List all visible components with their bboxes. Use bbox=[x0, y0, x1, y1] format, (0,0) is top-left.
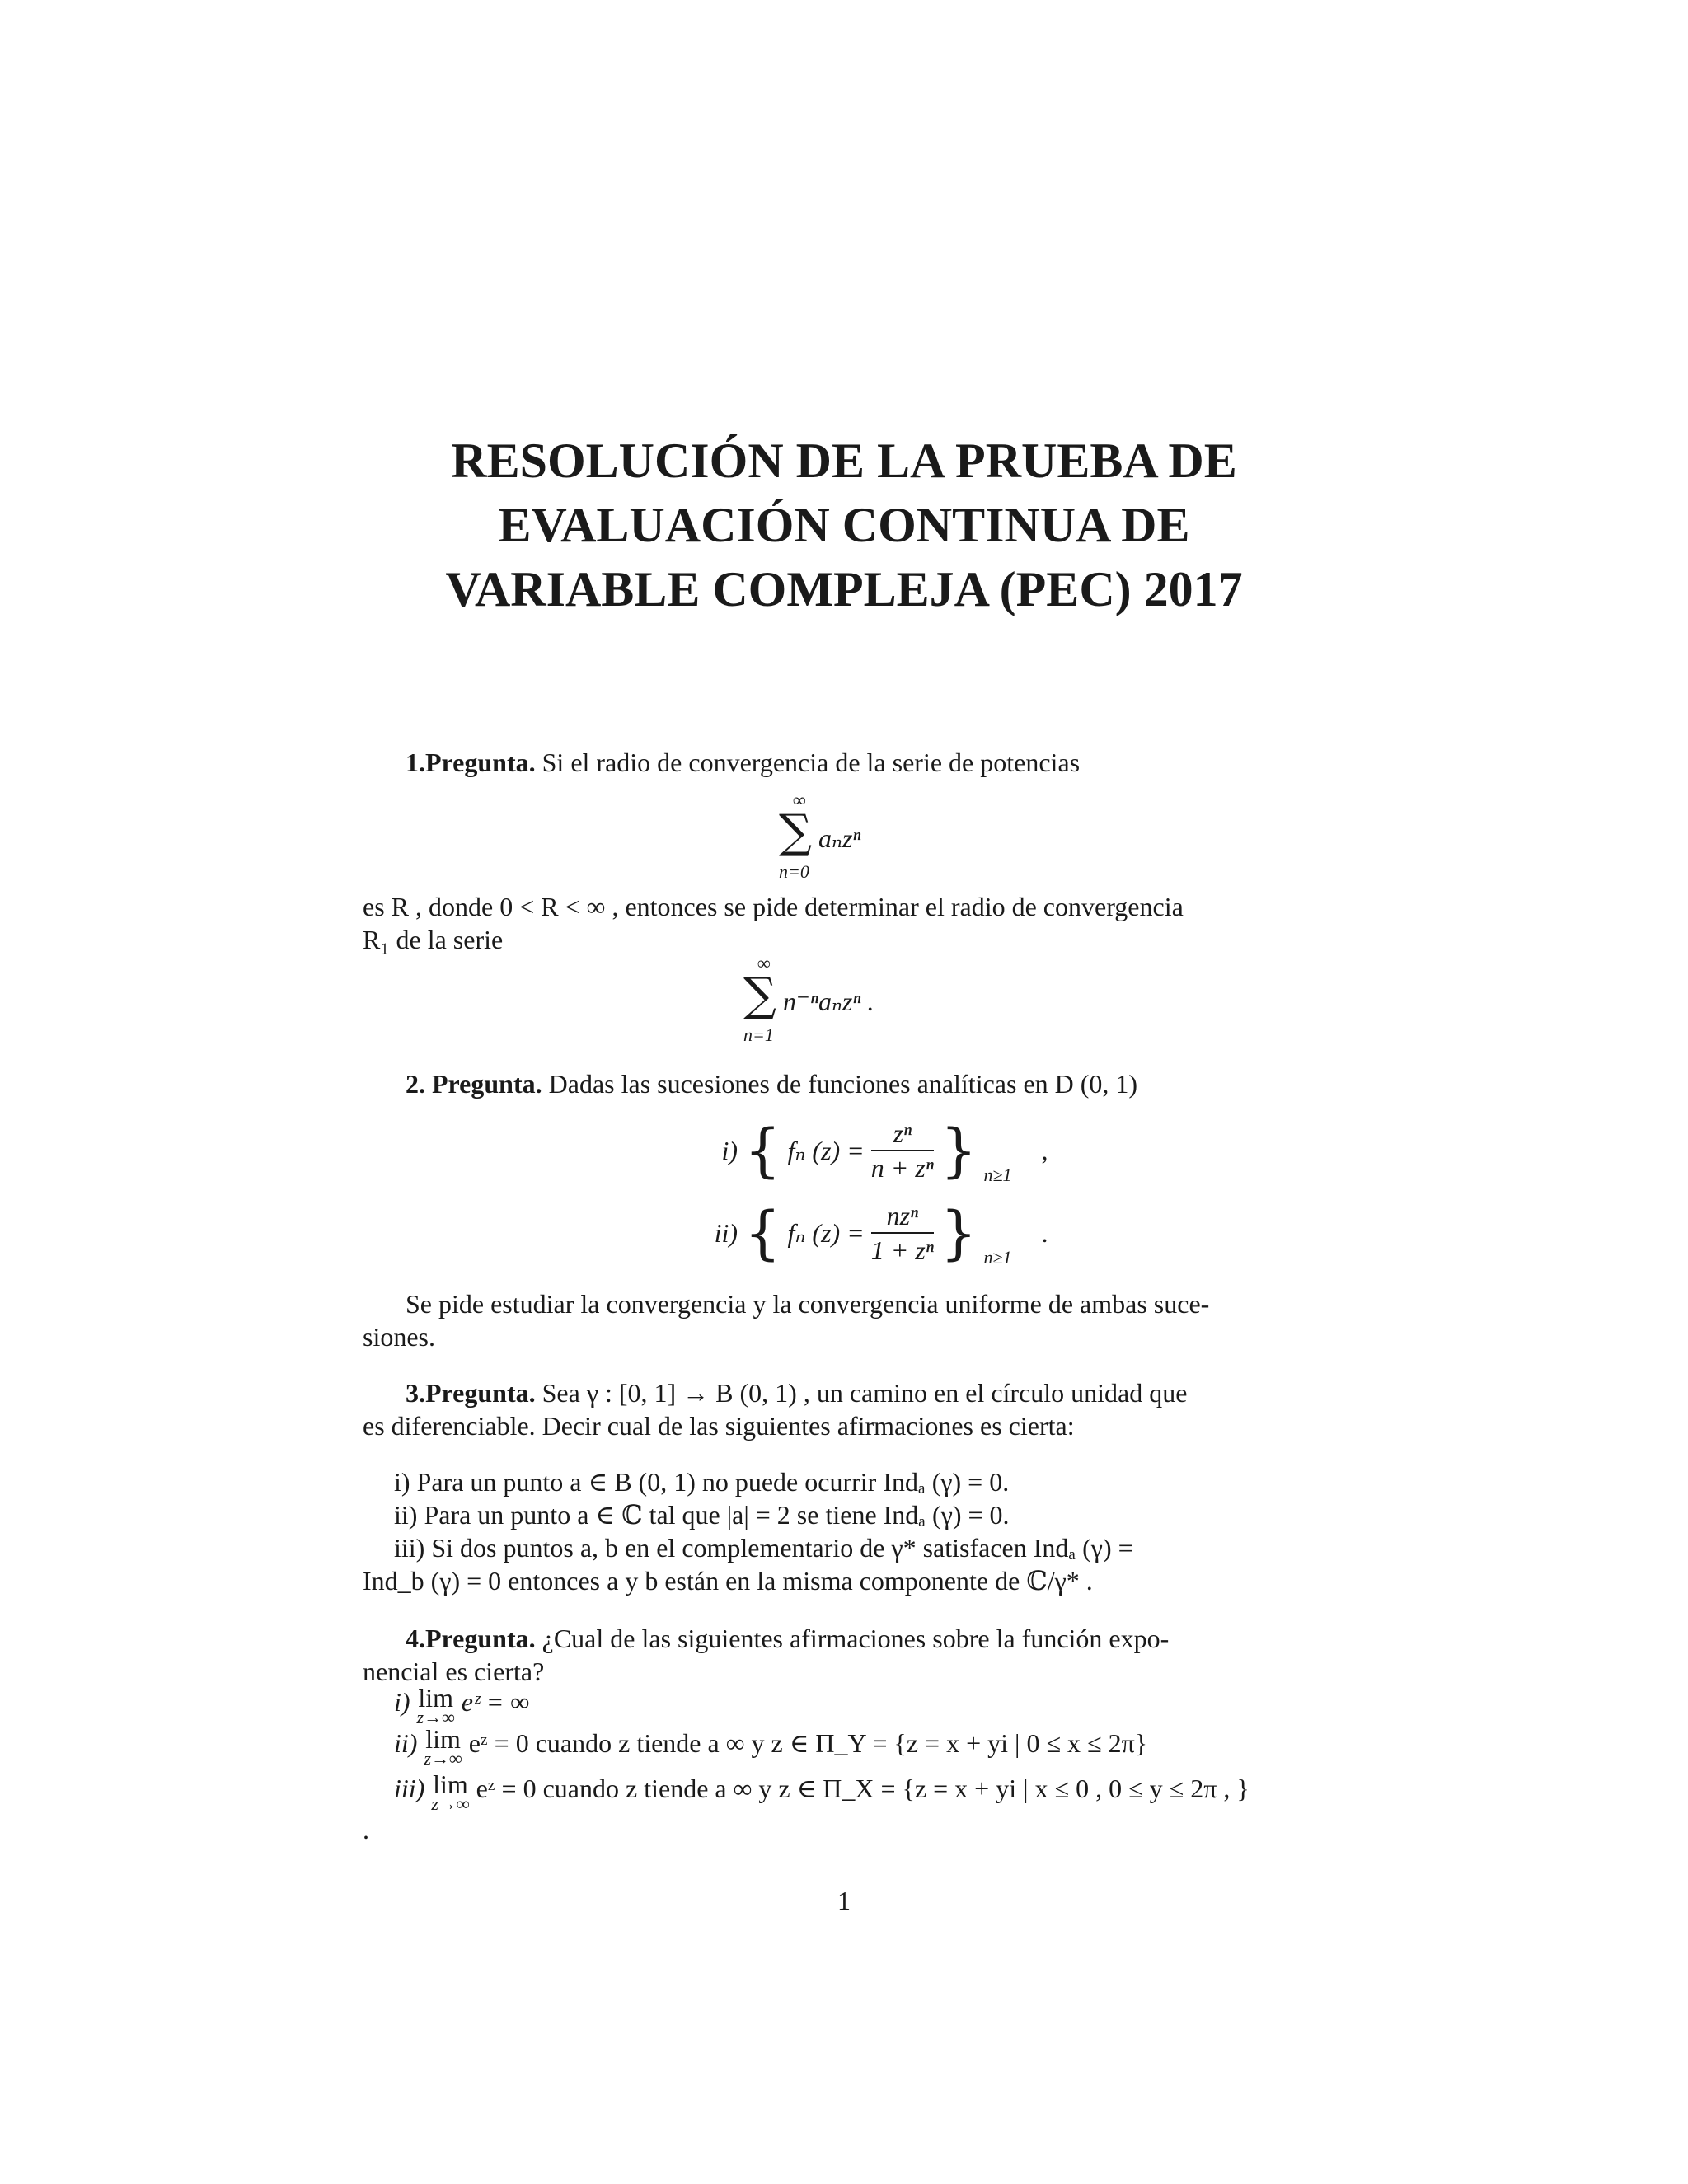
lim-subscript: z→∞ bbox=[416, 1707, 455, 1727]
q3-text-2: es diferenciable. Decir cual de las siguientes afirmaciones es cierta: bbox=[363, 1411, 1075, 1441]
q4-intro bbox=[363, 1622, 1298, 1655]
right-brace: } bbox=[940, 1199, 978, 1267]
title-line-1: RESOLUCIÓN DE LA PRUEBA DE bbox=[451, 434, 1237, 488]
sum1-term: aₙzⁿ bbox=[818, 823, 861, 853]
q4-opt3-label: iii) bbox=[394, 1774, 425, 1803]
lim-word: lim bbox=[425, 1724, 461, 1754]
q4-opt1-rest: eᶻ = ∞ bbox=[461, 1687, 530, 1717]
q2-label: 2. Pregunta. bbox=[406, 1069, 542, 1099]
q4-option-2 bbox=[363, 1724, 1329, 1769]
q4-opt3-rest: eᶻ = 0 cuando z tiende a ∞ y z ∈ Π_X = {z = x + yi | x ≤ 0 , 0 ≤ y ≤ 2π , } bbox=[476, 1774, 1250, 1803]
q3-option-2: ii) Para un punto a ∈ ℂ tal que |a| = 2 se tiene Indₐ (γ) = 0. bbox=[394, 1500, 1010, 1530]
sum2-upper: ∞ bbox=[757, 953, 771, 973]
q3-option-3b: Ind_b (γ) = 0 entonces a y b están en la misma componente de ℂ/γ* . bbox=[363, 1566, 1093, 1596]
q1-intro bbox=[363, 746, 1298, 779]
q2-text-1: Dadas las sucesiones de funciones analíticas en D (0, 1) bbox=[548, 1069, 1138, 1099]
q2-item1-denominator: n + zⁿ bbox=[870, 1153, 934, 1183]
lim-subscript: z→∞ bbox=[431, 1793, 470, 1814]
q4-opt2-rest: eᶻ = 0 cuando z tiende a ∞ y z ∈ Π_Y = {z = x + yi | 0 ≤ x ≤ 2π} bbox=[468, 1728, 1148, 1758]
q4-opt2-label: ii) bbox=[394, 1728, 418, 1758]
sum2-term: n⁻ⁿaₙzⁿ . bbox=[782, 987, 874, 1016]
q4-opt1-label: i) bbox=[394, 1687, 410, 1717]
q4-text-1: ¿Cual de las siguientes afirmaciones sobre la función expo- bbox=[542, 1624, 1170, 1653]
q2-text-3: siones. bbox=[363, 1322, 435, 1352]
limit-operator bbox=[424, 1724, 462, 1769]
q3-option-3a: iii) Si dos puntos a, b en el complementario de γ* satisfacen Indₐ (γ) = bbox=[394, 1533, 1133, 1563]
q2-item2-fraction bbox=[871, 1199, 934, 1267]
sum1-lower: n=0 bbox=[779, 861, 809, 882]
limit-operator bbox=[431, 1769, 470, 1814]
left-brace: { bbox=[744, 1199, 781, 1267]
q3-intro bbox=[363, 1376, 1298, 1409]
q2-item2-lhs: fₙ (z) = bbox=[787, 1218, 865, 1248]
sum2-lower: n=1 bbox=[743, 1024, 774, 1045]
q1-label: 1.Pregunta. bbox=[406, 748, 536, 777]
q1-text-1: Si el radio de convergencia de la serie de potencias bbox=[542, 748, 1081, 777]
lim-subscript: z→∞ bbox=[424, 1748, 462, 1769]
q1-text-3: R₁ de la serie bbox=[363, 925, 504, 954]
left-brace: { bbox=[744, 1117, 781, 1184]
q2-item1-label: i) bbox=[721, 1135, 738, 1165]
q1-text-2: es R , donde 0 < R < ∞ , entonces se pide determinar el radio de convergencia bbox=[363, 892, 1184, 921]
q4-option-3 bbox=[363, 1769, 1329, 1814]
q1-sum-1 bbox=[779, 791, 911, 883]
q2-item-1 bbox=[692, 1117, 1048, 1184]
q2-item2-index: n≥1 bbox=[983, 1247, 1012, 1268]
page-number: 1 bbox=[837, 1886, 851, 1915]
sum1-upper: ∞ bbox=[793, 790, 806, 810]
q3-text-1: Sea γ : [0, 1] → B (0, 1) , un camino en el círculo unidad que bbox=[542, 1378, 1188, 1408]
q3-label: 3.Pregunta. bbox=[406, 1378, 536, 1408]
q2-item-2 bbox=[692, 1199, 1048, 1267]
title-line-3: VARIABLE COMPLEJA (PEC) 2017 bbox=[445, 562, 1243, 616]
lim-word: lim bbox=[418, 1683, 453, 1713]
right-brace: } bbox=[940, 1117, 978, 1184]
q3-option-1: i) Para un punto a ∈ B (0, 1) no puede ocurrir Indₐ (γ) = 0. bbox=[394, 1467, 1010, 1497]
q2-item2-denominator: 1 + zⁿ bbox=[870, 1235, 934, 1265]
q2-item2-numerator: nzⁿ bbox=[871, 1199, 934, 1234]
q2-item2-label: ii) bbox=[714, 1217, 738, 1248]
q2-intro bbox=[363, 1067, 1298, 1100]
limit-operator bbox=[417, 1685, 455, 1725]
q4-label: 4.Pregunta. bbox=[406, 1624, 536, 1653]
q2-item2-punct: . bbox=[1041, 1217, 1048, 1248]
q2-item1-lhs: fₙ (z) = bbox=[787, 1136, 865, 1165]
sigma-symbol: ∑ bbox=[779, 805, 812, 859]
q2-item1-punct: , bbox=[1041, 1135, 1048, 1165]
sigma-symbol: ∑ bbox=[743, 968, 776, 1022]
title-line-2: EVALUACIÓN CONTINUA DE bbox=[498, 498, 1190, 552]
q2-item1-fraction bbox=[871, 1117, 934, 1184]
page-title bbox=[0, 429, 1688, 621]
q1-sum-2 bbox=[743, 954, 958, 1046]
q2-text-2: Se pide estudiar la convergencia y la convergencia uniforme de ambas suce- bbox=[406, 1289, 1210, 1319]
q2-item1-numerator: zⁿ bbox=[871, 1117, 934, 1151]
q2-item1-index: n≥1 bbox=[983, 1165, 1012, 1186]
lim-word: lim bbox=[433, 1769, 468, 1799]
q4-option-1 bbox=[363, 1685, 1329, 1725]
q4-text-2: nencial es cierta? bbox=[363, 1657, 545, 1686]
q4-trailing-dot: . bbox=[363, 1815, 369, 1844]
